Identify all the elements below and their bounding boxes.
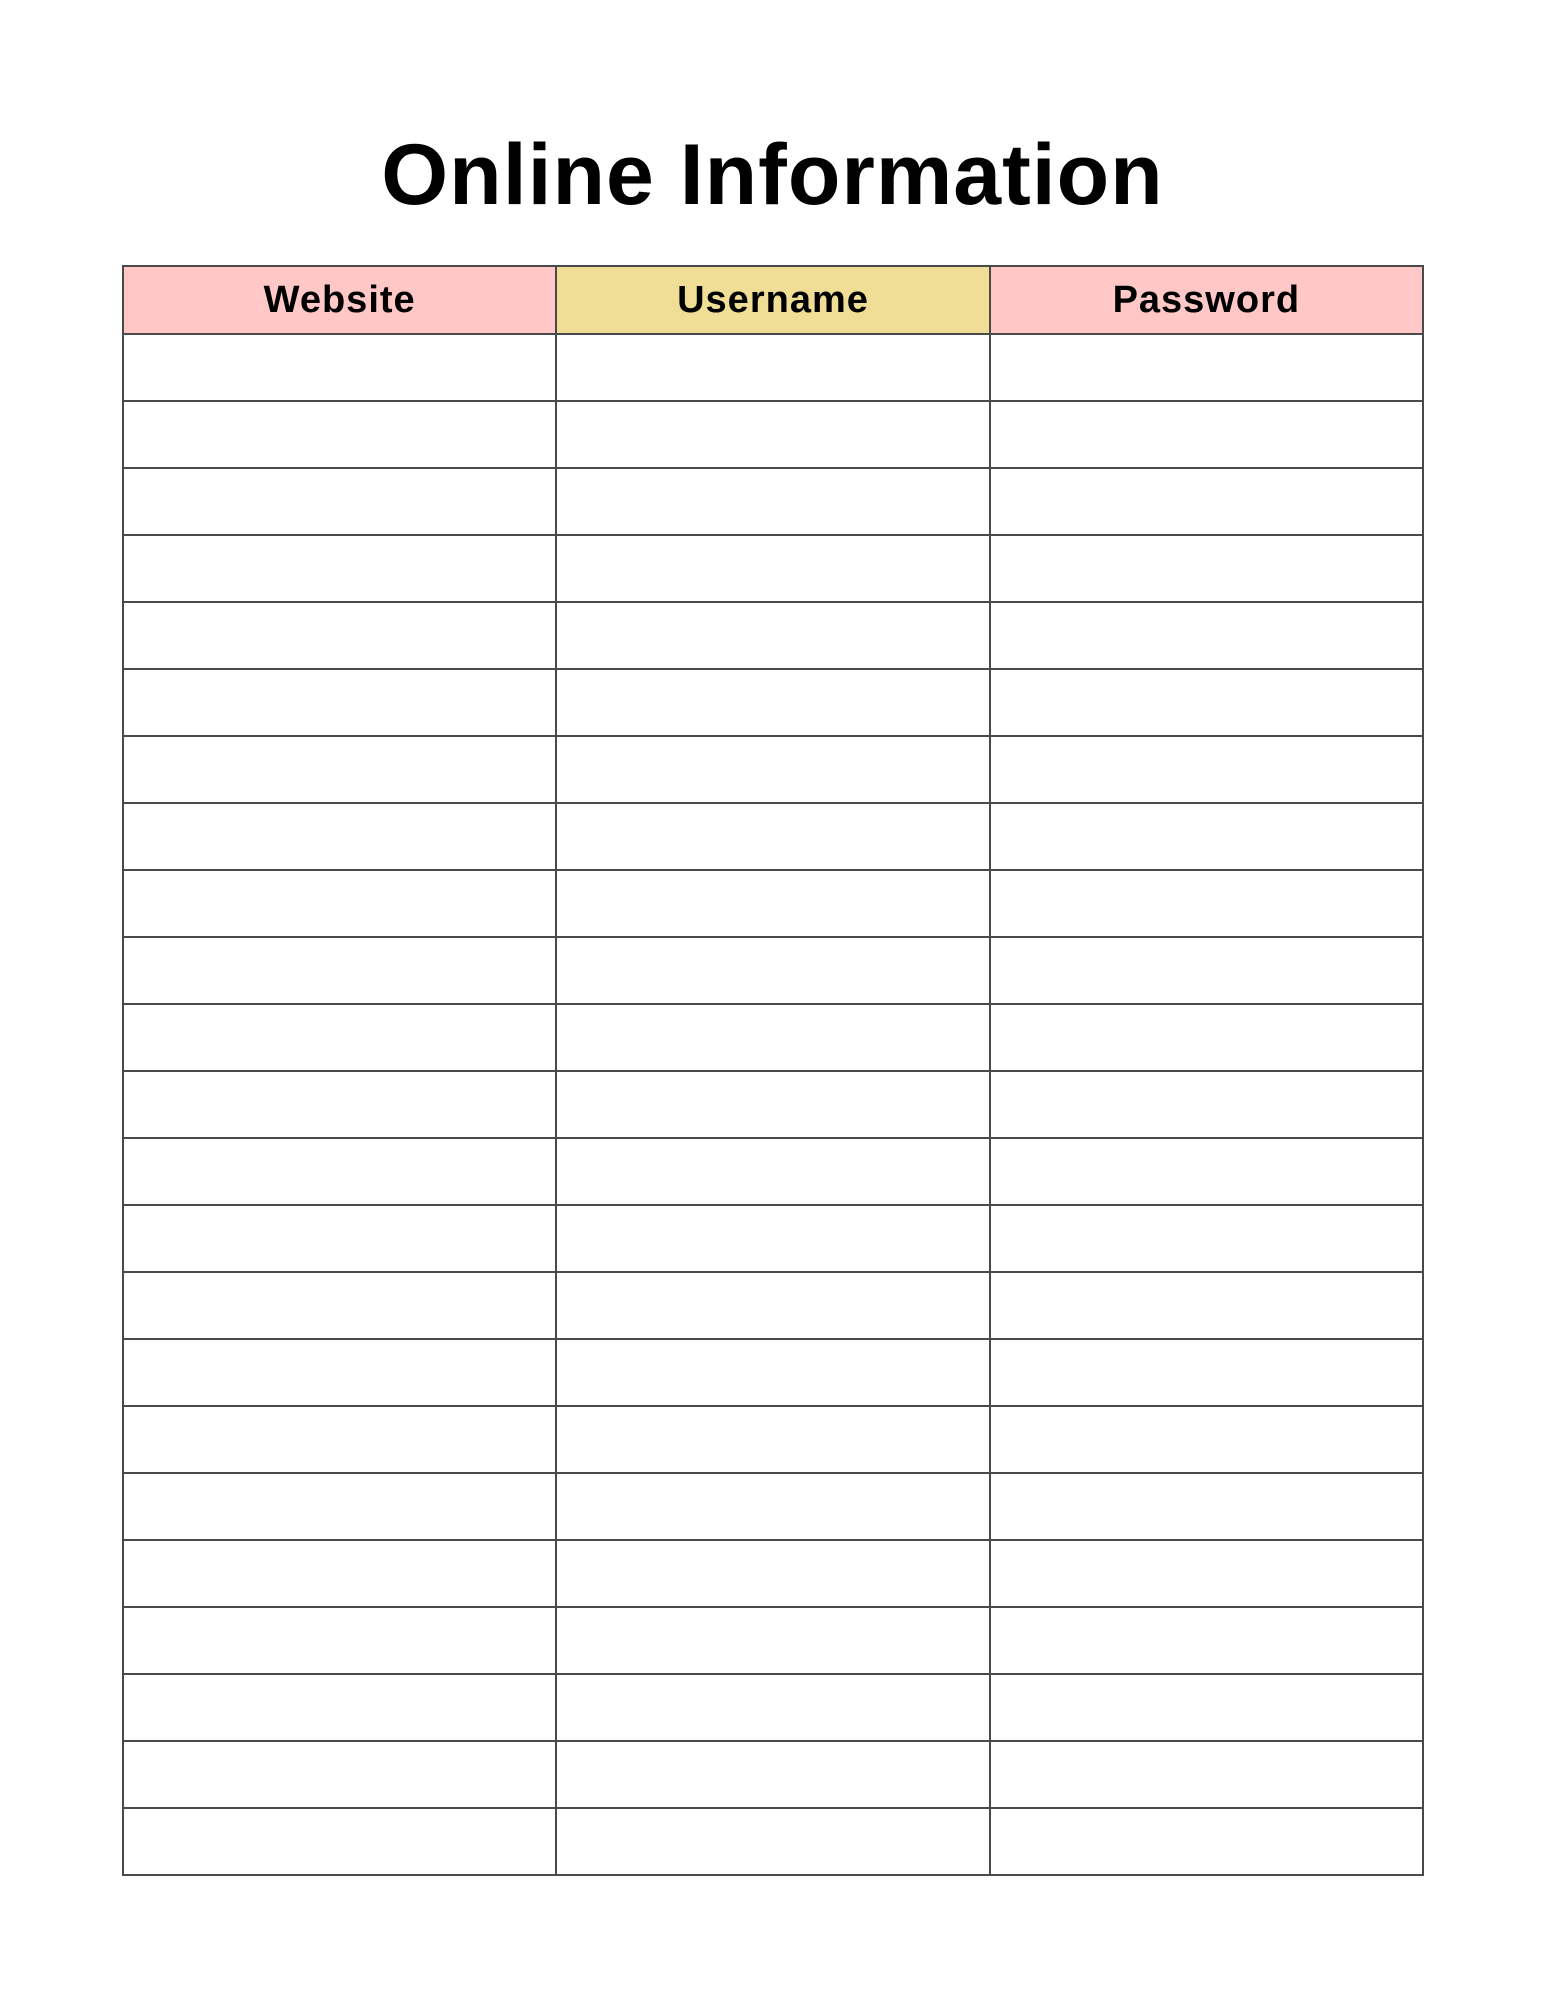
table-row (123, 1741, 1423, 1808)
password-input[interactable] (991, 1608, 1422, 1673)
username-cell (556, 334, 989, 401)
table-row (123, 1004, 1423, 1071)
username-cell (556, 1674, 989, 1741)
table-row (123, 334, 1423, 401)
password-input[interactable] (991, 1474, 1422, 1539)
website-cell (123, 736, 556, 803)
website-input[interactable] (124, 1675, 555, 1740)
password-cell (990, 401, 1423, 468)
website-input[interactable] (124, 335, 555, 400)
password-input[interactable] (991, 804, 1422, 869)
website-cell (123, 1138, 556, 1205)
username-input[interactable] (557, 1809, 988, 1874)
password-cell (990, 1473, 1423, 1540)
username-cell (556, 1473, 989, 1540)
password-cell (990, 602, 1423, 669)
website-input[interactable] (124, 737, 555, 802)
table-row (123, 803, 1423, 870)
password-column-header: Password (990, 266, 1423, 334)
password-cell (990, 669, 1423, 736)
username-input[interactable] (557, 938, 988, 1003)
username-cell (556, 736, 989, 803)
username-input[interactable] (557, 536, 988, 601)
table-row (123, 1406, 1423, 1473)
online-information-table (122, 265, 1424, 1876)
website-cell (123, 1406, 556, 1473)
website-cell (123, 1071, 556, 1138)
password-cell (990, 468, 1423, 535)
website-input[interactable] (124, 1474, 555, 1539)
password-cell (990, 1406, 1423, 1473)
website-cell (123, 1473, 556, 1540)
website-input[interactable] (124, 670, 555, 735)
website-input[interactable] (124, 1541, 555, 1606)
username-input[interactable] (557, 1273, 988, 1338)
username-cell (556, 401, 989, 468)
password-cell (990, 1339, 1423, 1406)
username-cell (556, 870, 989, 937)
website-input[interactable] (124, 871, 555, 936)
password-input[interactable] (991, 737, 1422, 802)
password-input[interactable] (991, 469, 1422, 534)
password-input[interactable] (991, 670, 1422, 735)
username-cell (556, 1272, 989, 1339)
username-input[interactable] (557, 804, 988, 869)
password-input[interactable] (991, 536, 1422, 601)
table-row (123, 1808, 1423, 1875)
password-cell (990, 870, 1423, 937)
website-cell (123, 401, 556, 468)
website-cell (123, 334, 556, 401)
website-cell (123, 870, 556, 937)
password-input[interactable] (991, 603, 1422, 668)
website-cell (123, 468, 556, 535)
table-row (123, 736, 1423, 803)
password-cell (990, 1272, 1423, 1339)
table-row (123, 602, 1423, 669)
website-cell (123, 803, 556, 870)
website-input[interactable] (124, 1340, 555, 1405)
table-row (123, 1607, 1423, 1674)
password-input[interactable] (991, 938, 1422, 1003)
password-cell (990, 1004, 1423, 1071)
website-input[interactable] (124, 1809, 555, 1874)
table-row (123, 1473, 1423, 1540)
password-input[interactable] (991, 1139, 1422, 1204)
password-cell (990, 803, 1423, 870)
username-input[interactable] (557, 402, 988, 467)
password-cell (990, 535, 1423, 602)
password-cell (990, 1674, 1423, 1741)
website-cell (123, 1674, 556, 1741)
website-input[interactable] (124, 402, 555, 467)
website-input[interactable] (124, 938, 555, 1003)
username-cell (556, 1406, 989, 1473)
username-cell (556, 1741, 989, 1808)
password-input[interactable] (991, 1340, 1422, 1405)
username-cell (556, 1071, 989, 1138)
table-header-row (123, 266, 1423, 334)
website-input[interactable] (124, 1139, 555, 1204)
password-input[interactable] (991, 1675, 1422, 1740)
username-input[interactable] (557, 1541, 988, 1606)
username-input[interactable] (557, 1742, 988, 1807)
website-cell (123, 1205, 556, 1272)
website-cell (123, 602, 556, 669)
username-cell (556, 937, 989, 1004)
website-input[interactable] (124, 1742, 555, 1807)
table-row (123, 1540, 1423, 1607)
username-column-header: Username (556, 266, 989, 334)
table-row (123, 870, 1423, 937)
website-cell (123, 669, 556, 736)
username-cell (556, 535, 989, 602)
username-input[interactable] (557, 1675, 988, 1740)
username-input[interactable] (557, 1608, 988, 1673)
password-input[interactable] (991, 1742, 1422, 1807)
username-input[interactable] (557, 670, 988, 735)
username-input[interactable] (557, 1072, 988, 1137)
password-input[interactable] (991, 1809, 1422, 1874)
website-input[interactable] (124, 1206, 555, 1271)
username-input[interactable] (557, 603, 988, 668)
password-input[interactable] (991, 1407, 1422, 1472)
password-cell (990, 1741, 1423, 1808)
website-input[interactable] (124, 469, 555, 534)
table-row (123, 1138, 1423, 1205)
website-column-header: Website (123, 266, 556, 334)
website-input[interactable] (124, 804, 555, 869)
password-input[interactable] (991, 335, 1422, 400)
website-input[interactable] (124, 1608, 555, 1673)
table-row (123, 401, 1423, 468)
page-title: Online Information (381, 127, 1164, 223)
website-cell (123, 1607, 556, 1674)
username-cell (556, 602, 989, 669)
website-input[interactable] (124, 1407, 555, 1472)
username-cell (556, 468, 989, 535)
username-cell (556, 1808, 989, 1875)
password-cell (990, 937, 1423, 1004)
website-cell (123, 1004, 556, 1071)
table-body (123, 334, 1423, 1875)
password-cell (990, 1540, 1423, 1607)
website-cell (123, 1741, 556, 1808)
password-cell (990, 334, 1423, 401)
username-input[interactable] (557, 1340, 988, 1405)
password-cell (990, 736, 1423, 803)
username-cell (556, 669, 989, 736)
password-cell (990, 1138, 1423, 1205)
username-cell (556, 1205, 989, 1272)
table-row (123, 1071, 1423, 1138)
username-input[interactable] (557, 469, 988, 534)
username-input[interactable] (557, 335, 988, 400)
website-input[interactable] (124, 1072, 555, 1137)
table-row (123, 535, 1423, 602)
website-input[interactable] (124, 603, 555, 668)
password-cell (990, 1071, 1423, 1138)
website-cell (123, 1540, 556, 1607)
username-input[interactable] (557, 1005, 988, 1070)
table-row (123, 468, 1423, 535)
username-input[interactable] (557, 1407, 988, 1472)
table-row (123, 669, 1423, 736)
username-cell (556, 803, 989, 870)
password-input[interactable] (991, 402, 1422, 467)
username-input[interactable] (557, 1206, 988, 1271)
password-input[interactable] (991, 1072, 1422, 1137)
table-row (123, 1272, 1423, 1339)
password-input[interactable] (991, 1541, 1422, 1606)
username-cell (556, 1540, 989, 1607)
password-cell (990, 1607, 1423, 1674)
password-cell (990, 1205, 1423, 1272)
username-cell (556, 1004, 989, 1071)
website-cell (123, 1808, 556, 1875)
username-input[interactable] (557, 1139, 988, 1204)
username-input[interactable] (557, 737, 988, 802)
password-input[interactable] (991, 1005, 1422, 1070)
website-input[interactable] (124, 1273, 555, 1338)
table-row (123, 937, 1423, 1004)
username-input[interactable] (557, 1474, 988, 1539)
website-cell (123, 1272, 556, 1339)
table-row (123, 1339, 1423, 1406)
username-cell (556, 1607, 989, 1674)
password-input[interactable] (991, 871, 1422, 936)
username-cell (556, 1138, 989, 1205)
website-input[interactable] (124, 1005, 555, 1070)
website-cell (123, 937, 556, 1004)
password-cell (990, 1808, 1423, 1875)
table-row (123, 1674, 1423, 1741)
password-input[interactable] (991, 1273, 1422, 1338)
username-cell (556, 1339, 989, 1406)
password-input[interactable] (991, 1206, 1422, 1271)
username-input[interactable] (557, 871, 988, 936)
website-input[interactable] (124, 536, 555, 601)
website-cell (123, 535, 556, 602)
table-row (123, 1205, 1423, 1272)
website-cell (123, 1339, 556, 1406)
